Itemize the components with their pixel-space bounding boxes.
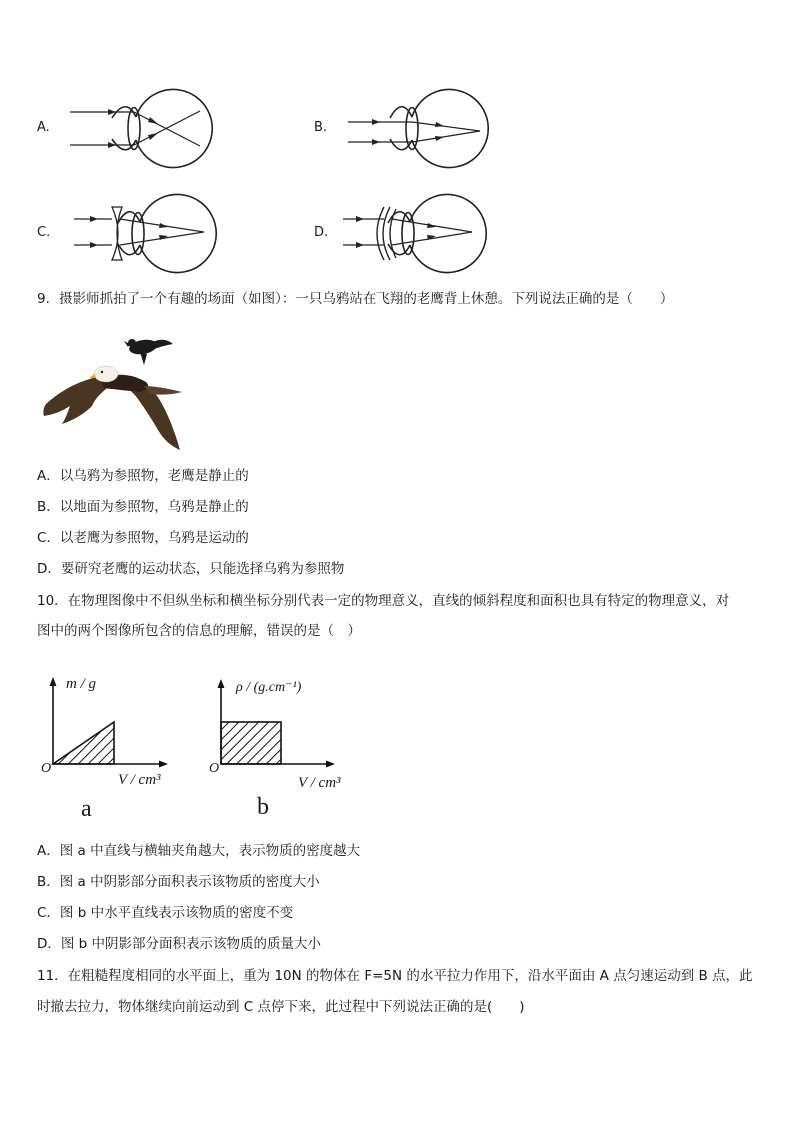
q10-option-d: D．图 b 中阴影部分面积表示该物质的质量大小 xyxy=(37,936,322,952)
q11-stem-line2: 时撤去拉力，物体继续向前运动到 C 点停下来，此过程中下列说法正确的是( ) xyxy=(37,999,525,1015)
graph-b-ylabel: ρ / (g.cm⁻¹) xyxy=(236,680,302,695)
q10-stem-line2: 图中的两个图像所包含的信息的理解，错误的是（ ） xyxy=(37,623,361,639)
graph-a-origin: O xyxy=(41,761,52,776)
q8-option-d-label: D. xyxy=(314,225,329,240)
q10-option-a: A．图 a 中直线与横轴夹角越大，表示物质的密度越大 xyxy=(37,843,361,859)
q8-option-a-label: A. xyxy=(37,120,50,135)
graph-a-xlabel: V / cm³ xyxy=(118,772,161,788)
q9-option-c: C．以老鹰为参照物，乌鸦是运动的 xyxy=(37,530,249,546)
graph-a-ylabel: m / g xyxy=(66,676,96,692)
graph-b-xlabel: V / cm³ xyxy=(298,775,341,791)
q10-option-c: C．图 b 中水平直线表示该物质的密度不变 xyxy=(37,905,294,921)
q9-option-a: A．以乌鸦为参照物，老鹰是静止的 xyxy=(37,468,249,484)
graph-b-origin: O xyxy=(209,761,220,776)
graph-a-caption: a xyxy=(81,796,92,822)
graph-b-shaded-area xyxy=(221,722,281,764)
q11-stem-line1: 11．在粗糙程度相同的水平面上，重为 10N 的物体在 F=5N 的水平拉力作用下，沿水平面由 A 点匀速运动到 B 点，此 xyxy=(37,968,753,984)
q10-option-b: B．图 a 中阴影部分面积表示该物质的密度大小 xyxy=(37,874,320,890)
q9-stem: 9．摄影师抓拍了一个有趣的场面（如图）：一只乌鸦站在飞翔的老鹰背上休憩。下列说法正确的是（ ） xyxy=(37,291,674,307)
q10-stem-line1: 10．在物理图像中不但纵坐标和横坐标分别代表一定的物理意义，直线的倾斜程度和面积也具有特定的物理意义，对 xyxy=(37,593,730,609)
q8-option-b-label: B. xyxy=(314,120,328,135)
graph-b-caption: b xyxy=(257,794,269,820)
q9-option-d: D．要研究老鹰的运动状态，只能选择乌鸦为参照物 xyxy=(37,561,345,577)
q8-option-c-label: C. xyxy=(37,225,51,240)
q9-option-b: B．以地面为参照物，乌鸦是静止的 xyxy=(37,499,249,515)
